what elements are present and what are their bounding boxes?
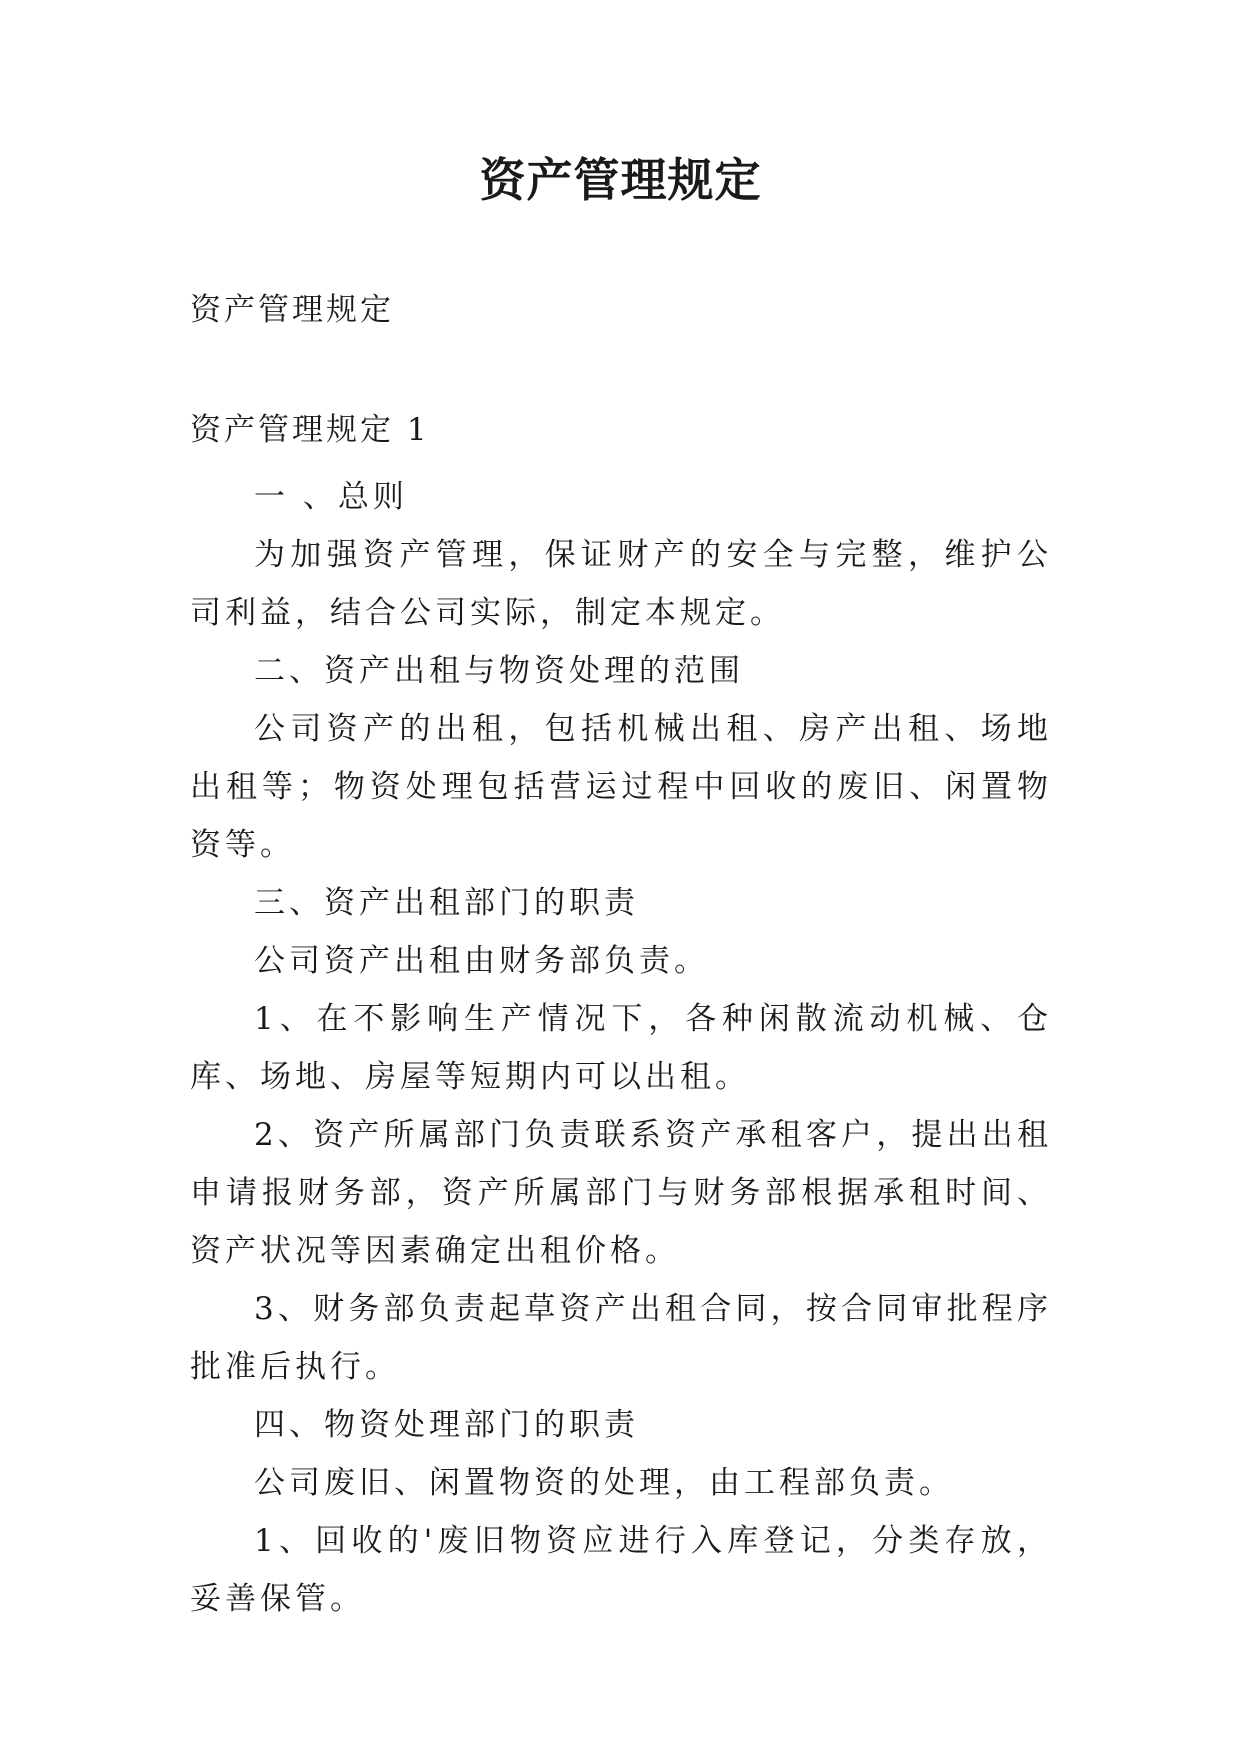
document-body xyxy=(190,468,1052,1628)
paragraph-rental-owner: 公司资产出租由财务部负责。 xyxy=(254,943,709,979)
paragraph-general-heading: 一 、总则 xyxy=(254,479,408,515)
paragraph-rental-item-3: 3、财务部负责起草资产出租合同，按合同审批程序批准后执行。 xyxy=(190,1291,1052,1385)
paragraph-rental-duty-heading: 三、资产出租部门的职责 xyxy=(254,885,639,921)
paragraph-disposal-duty-heading: 四、物资处理部门的职责 xyxy=(254,1407,639,1443)
paragraph-purpose: 为加强资产管理，保证财产的安全与完整，维护公司利益，结合公司实际，制定本规定。 xyxy=(190,537,1052,631)
paragraph-disposal-owner: 公司废旧、闲置物资的处理，由工程部负责。 xyxy=(254,1465,954,1501)
paragraph-disposal-item-1: 1、回收的'废旧物资应进行入库登记，分类存放，妥善保管。 xyxy=(190,1523,1052,1617)
paragraph-rental-item-2: 2、资产所属部门负责联系资产承租客户，提出出租申请报财务部，资产所属部门与财务部根据承租时间、资产状况等因素确定出租价格。 xyxy=(190,1117,1052,1269)
section-heading: 资产管理规定 1 xyxy=(190,412,430,448)
document-title: 资产管理规定 xyxy=(479,153,762,207)
paragraph-rental-item-1: 1、在不影响生产情况下，各种闲散流动机械、仓库、场地、房屋等短期内可以出租。 xyxy=(190,1001,1052,1095)
document-subtitle: 资产管理规定 xyxy=(190,292,394,328)
paragraph-scope: 公司资产的出租，包括机械出租、房产出租、场地出租等；物资处理包括营运过程中回收的废旧、闲置物资等。 xyxy=(190,711,1052,863)
paragraph-scope-heading: 二、资产出租与物资处理的范围 xyxy=(254,653,744,689)
